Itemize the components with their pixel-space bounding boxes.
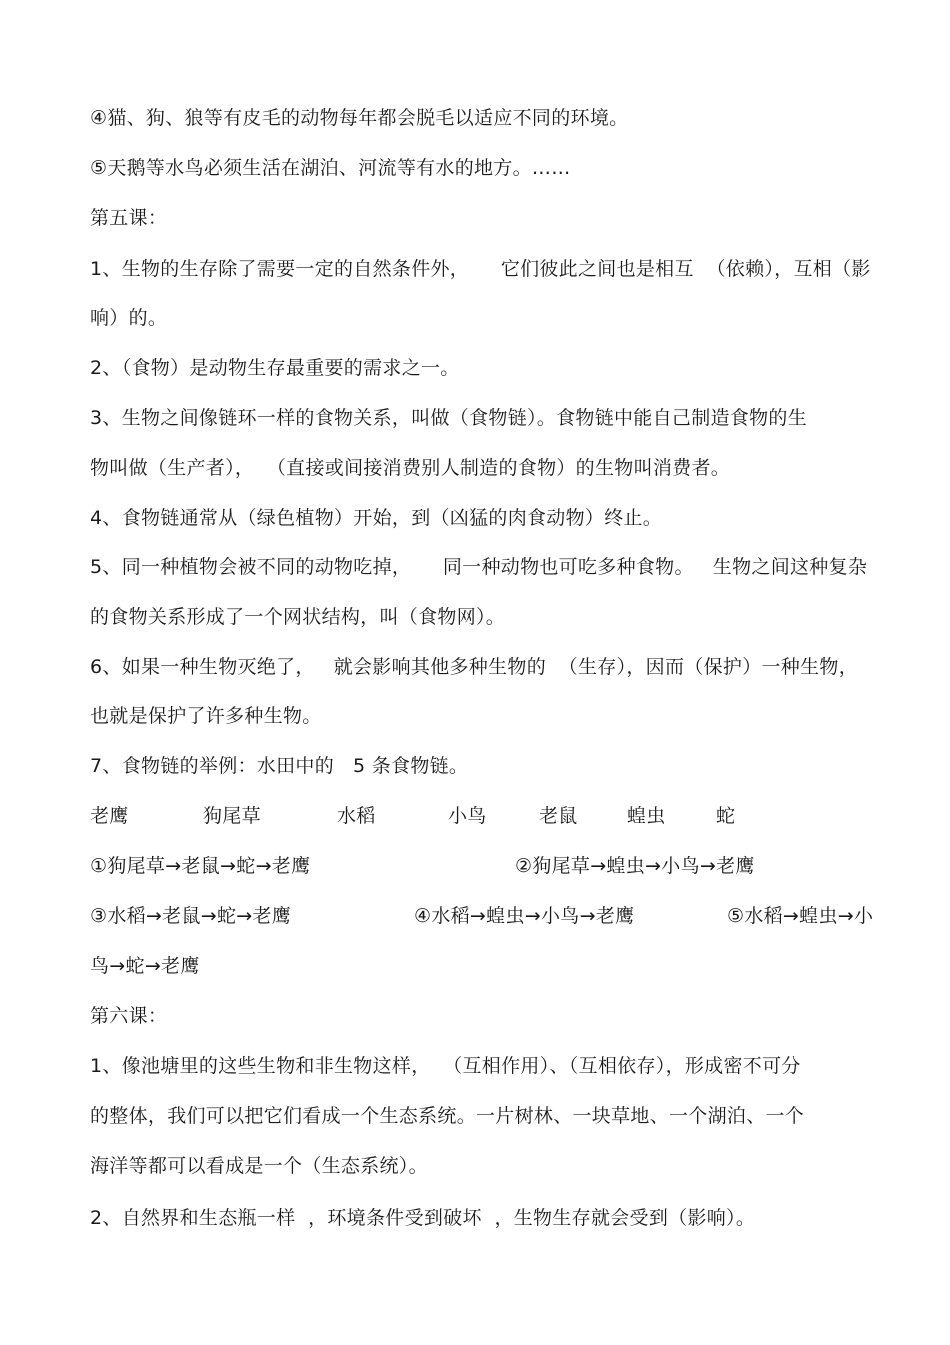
organism-item: 老鹰 (90, 805, 129, 827)
organism-item: 蛇 (716, 805, 736, 827)
lesson-6-heading: 第六课： (90, 1005, 168, 1027)
lesson-5-point-1-cont: 响）的。 (90, 307, 168, 329)
lesson-5-point-3: 3、生物之间像链环一样的食物关系，叫做（食物链）。食物链中能自己制造食物的生 (90, 407, 807, 429)
lesson-6-point-2: 2、自然界和生态瓶一样 ，环境条件受到破坏 ，生物生存就会受到（影响）。 (90, 1207, 756, 1229)
organism-item: 水稻 (337, 805, 376, 827)
lesson-6-point-1-cont2: 海洋等都可以看成是一个（生态系统）。 (90, 1155, 428, 1177)
lesson-5-point-5-cont: 的食物关系形成了一个网状结构，叫（食物网）。 (90, 606, 506, 628)
food-chain-row (0, 903, 950, 929)
organism-item: 小鸟 (448, 805, 487, 827)
lesson-5-point-6: 6、如果一种生物灭绝了， 就会影响其他多种生物的 （生存），因而（保护）一种生物， (90, 656, 858, 678)
lesson-5-point-2: 2、（食物）是动物生存最重要的需求之一。 (90, 357, 460, 379)
text-line-item-4: ④猫、狗、狼等有皮毛的动物每年都会脱毛以适应不同的环境。 (90, 107, 629, 129)
food-chain-item: ②狗尾草→蝗虫→小鸟→老鹰 (515, 855, 755, 877)
organism-item: 蝗虫 (627, 805, 666, 827)
food-chain-item: ④水稻→蝗虫→小鸟→老鹰 (414, 905, 635, 927)
food-chain-item-cont: 鸟→蛇→老鹰 (90, 955, 200, 977)
text-line-item-5: ⑤天鹅等水鸟必须生活在湖泊、河流等有水的地方。…… (90, 157, 571, 179)
lesson-6-point-1-cont: 的整体，我们可以把它们看成一个生态系统。一片树林、一块草地、一个湖泊、一个 (90, 1105, 805, 1127)
food-chain-item: ①狗尾草→老鼠→蛇→老鹰 (90, 855, 311, 877)
lesson-5-point-1: 1、生物的生存除了需要一定的自然条件外， 它们彼此之间也是相互 （依赖），互相（影 (90, 258, 871, 280)
lesson-6-point-1: 1、像池塘里的这些生物和非生物这样， （互相作用）、（互相依存），形成密不可分 (90, 1055, 801, 1077)
food-chain-row (0, 853, 950, 879)
organism-item: 狗尾草 (203, 805, 261, 827)
lesson-5-heading: 第五课： (90, 207, 168, 229)
lesson-5-point-6-cont: 也就是保护了许多种生物。 (90, 705, 322, 727)
lesson-5-point-3-cont: 物叫做（生产者）， （直接或间接消费别人制造的食物）的生物叫消费者。 (90, 457, 731, 479)
organism-list (0, 803, 950, 829)
food-chain-item: ③水稻→老鼠→蛇→老鹰 (90, 905, 292, 927)
lesson-5-point-7: 7、食物链的举例：水田中的 5 条食物链。 (90, 755, 469, 777)
food-chain-item: ⑤水稻→蝗虫→小 (727, 905, 874, 927)
lesson-5-point-5: 5、同一种植物会被不同的动物吃掉， 同一种动物也可吃多种食物。 生物之间这种复杂 (90, 556, 868, 578)
organism-item: 老鼠 (539, 805, 578, 827)
lesson-5-point-4: 4、食物链通常从（绿色植物）开始，到（凶猛的肉食动物）终止。 (90, 507, 663, 529)
